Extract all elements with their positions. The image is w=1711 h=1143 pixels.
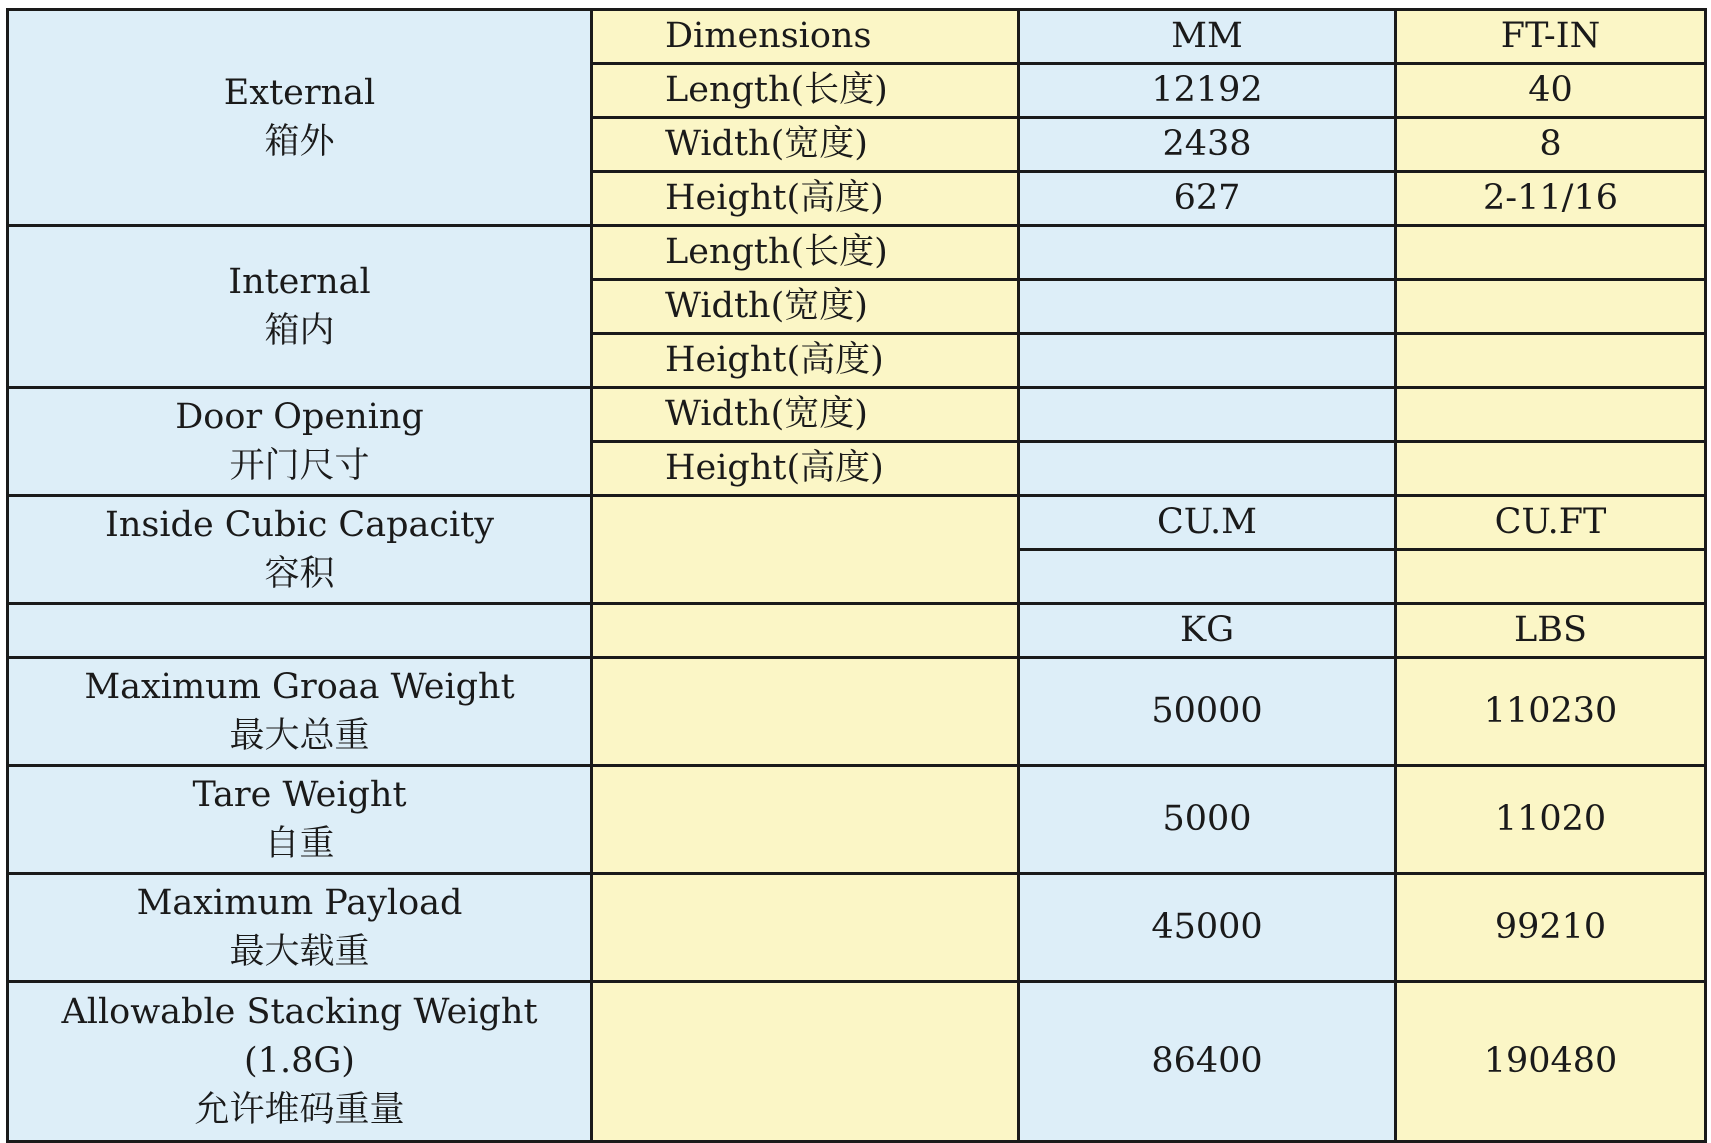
table-row <box>8 982 1706 1142</box>
stacking-weight-label-sub: (1.8G) <box>244 1041 355 1081</box>
max-payload-label-zh: 最大载重 <box>229 931 370 972</box>
external-length-ft-in: 40 <box>1396 64 1706 118</box>
max-payload-label-en: Maximum Payload <box>136 882 463 923</box>
stacking-weight-lbs: 190480 <box>1396 982 1706 1142</box>
external-width-ft-in: 8 <box>1396 118 1706 172</box>
max-gross-weight-label <box>8 658 592 766</box>
tare-weight-kg: 5000 <box>1019 766 1396 874</box>
internal-length-mm <box>1019 226 1396 280</box>
dimensions-header: Dimensions <box>592 10 1019 64</box>
internal-width-label: Width(宽度) <box>592 280 1019 334</box>
external-length-label: Length(长度) <box>592 64 1019 118</box>
external-height-ft-in: 2-11/16 <box>1396 172 1706 226</box>
door-height-mm <box>1019 442 1396 496</box>
internal-length-ft-in <box>1396 226 1706 280</box>
table-row <box>8 496 1706 550</box>
stacking-weight-label <box>8 982 592 1142</box>
weight-units-blank-label <box>8 604 592 658</box>
stacking-weight-label-zh: 允许堆码重量 <box>194 1090 405 1130</box>
max-payload-blank-cell <box>592 874 1019 982</box>
door-opening-label-en: Door Opening <box>175 396 424 437</box>
internal-height-label: Height(高度) <box>592 334 1019 388</box>
internal-height-mm <box>1019 334 1396 388</box>
table-row <box>8 766 1706 874</box>
max-gross-weight-label-zh: 最大总重 <box>229 715 370 756</box>
tare-weight-label-en: Tare Weight <box>192 774 407 815</box>
tare-weight-lbs: 11020 <box>1396 766 1706 874</box>
table-row <box>8 658 1706 766</box>
tare-weight-label <box>8 766 592 874</box>
weight-unit-lbs: LBS <box>1396 604 1706 658</box>
stacking-weight-kg: 86400 <box>1019 982 1396 1142</box>
capacity-unit-imperial: CU.FT <box>1396 496 1706 550</box>
capacity-label <box>8 496 592 604</box>
internal-width-ft-in <box>1396 280 1706 334</box>
capacity-label-en: Inside Cubic Capacity <box>105 504 494 545</box>
external-height-label: Height(高度) <box>592 172 1019 226</box>
door-height-label: Height(高度) <box>592 442 1019 496</box>
door-width-label: Width(宽度) <box>592 388 1019 442</box>
capacity-blank-cell <box>592 496 1019 604</box>
max-payload-label <box>8 874 592 982</box>
external-label-zh: 箱外 <box>264 121 335 162</box>
internal-length-label: Length(长度) <box>592 226 1019 280</box>
door-opening-label-zh: 开门尺寸 <box>229 445 370 486</box>
external-width-mm: 2438 <box>1019 118 1396 172</box>
container-spec-table <box>6 8 1707 1143</box>
table-row <box>8 10 1706 64</box>
weight-units-blank-cell <box>592 604 1019 658</box>
capacity-value-metric <box>1019 550 1396 604</box>
door-width-ft-in <box>1396 388 1706 442</box>
mm-header: MM <box>1019 10 1396 64</box>
internal-label-en: Internal <box>228 261 371 302</box>
max-payload-lbs: 99210 <box>1396 874 1706 982</box>
ft-in-header: FT-IN <box>1396 10 1706 64</box>
tare-weight-blank-cell <box>592 766 1019 874</box>
tare-weight-label-zh: 自重 <box>264 823 335 864</box>
internal-label-zh: 箱内 <box>264 310 335 351</box>
max-gross-weight-label-en: Maximum Groaa Weight <box>84 666 515 707</box>
door-height-ft-in <box>1396 442 1706 496</box>
max-gross-weight-lbs: 110230 <box>1396 658 1706 766</box>
capacity-value-imperial <box>1396 550 1706 604</box>
internal-height-ft-in <box>1396 334 1706 388</box>
door-opening-label <box>8 388 592 496</box>
internal-width-mm <box>1019 280 1396 334</box>
table-row <box>8 874 1706 982</box>
table-row <box>8 388 1706 442</box>
table-row <box>8 604 1706 658</box>
weight-unit-kg: KG <box>1019 604 1396 658</box>
external-width-label: Width(宽度) <box>592 118 1019 172</box>
door-width-mm <box>1019 388 1396 442</box>
stacking-weight-blank-cell <box>592 982 1019 1142</box>
max-gross-weight-kg: 50000 <box>1019 658 1396 766</box>
internal-label <box>8 226 592 388</box>
external-label-en: External <box>223 72 376 113</box>
external-label <box>8 10 592 226</box>
external-height-mm: 627 <box>1019 172 1396 226</box>
table-row <box>8 226 1706 280</box>
max-gross-weight-blank-cell <box>592 658 1019 766</box>
external-length-mm: 12192 <box>1019 64 1396 118</box>
capacity-unit-metric: CU.M <box>1019 496 1396 550</box>
stacking-weight-label-en: Allowable Stacking Weight <box>61 992 538 1032</box>
capacity-label-zh: 容积 <box>264 553 335 594</box>
max-payload-kg: 45000 <box>1019 874 1396 982</box>
